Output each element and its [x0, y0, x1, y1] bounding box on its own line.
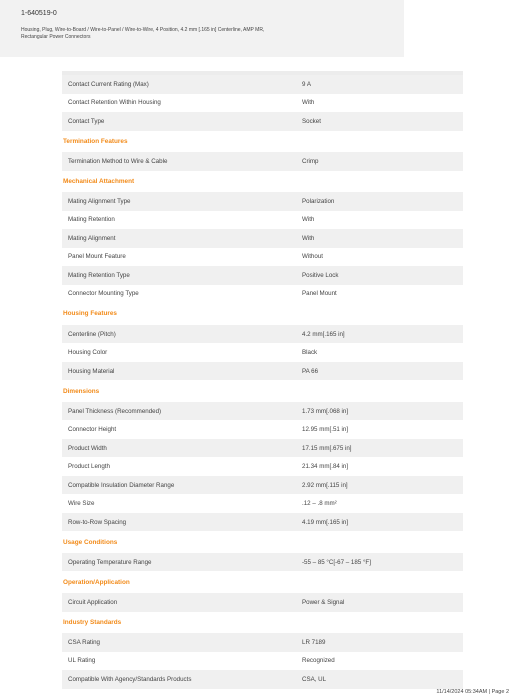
spec-label: Contact Retention Within Housing	[68, 99, 161, 107]
spec-value: 4.2 mm[.165 in]	[302, 330, 345, 338]
spec-label: Product Length	[68, 463, 110, 471]
part-description: Housing, Plug, Wire-to-Board / Wire-to-Panel / Wire-to-Wire, 4 Position, 4.2 mm [.165 in] Centerline, AMP MR, Rectangular Power Connectors	[21, 27, 265, 40]
spec-value: 21.34 mm[.84 in]	[302, 463, 349, 471]
spec-value: Socket	[302, 117, 321, 125]
spec-row	[62, 494, 463, 513]
section-heading: Industry Standards	[63, 618, 122, 626]
spec-label: Connector Height	[68, 426, 117, 434]
spec-value: PA 66	[302, 367, 319, 375]
spec-row	[62, 285, 463, 304]
spec-label: Mating Alignment Type	[68, 197, 131, 205]
spec-value: 9 A	[302, 80, 311, 88]
spec-value: 1.73 mm[.068 in]	[302, 407, 349, 415]
spec-value: Black	[302, 349, 318, 357]
spec-label: Centerline (Pitch)	[68, 330, 116, 338]
spec-label: Circuit Application	[68, 598, 118, 606]
spec-value: 2.92 mm[.115 in]	[302, 481, 348, 489]
spec-value: With	[302, 216, 315, 224]
spec-row	[62, 229, 463, 248]
spec-row	[62, 152, 463, 171]
spec-value: Positive Lock	[302, 271, 339, 279]
spec-row	[62, 457, 463, 476]
spec-row	[62, 420, 463, 439]
spec-value: Crimp	[302, 157, 319, 165]
spec-label: Operating Temperature Range	[68, 558, 152, 566]
spec-value: 17.15 mm[.675 in]	[302, 444, 352, 452]
section-heading: Usage Conditions	[63, 538, 118, 546]
spec-row	[62, 593, 463, 612]
spec-label: Compatible Insulation Diameter Range	[68, 481, 175, 489]
spec-row	[62, 633, 463, 652]
spec-row	[62, 192, 463, 211]
spec-label: Contact Type	[68, 117, 105, 125]
spec-label: Housing Material	[68, 367, 115, 375]
spec-label: Mating Alignment	[68, 234, 116, 242]
spec-value: Power & Signal	[302, 598, 345, 606]
spec-row	[62, 266, 463, 285]
page-footer: 11/14/2024 05:34AM | Page 2	[436, 689, 509, 695]
document-header	[0, 0, 404, 57]
spec-label: Contact Current Rating (Max)	[68, 80, 149, 88]
spec-label: Mating Retention Type	[68, 271, 130, 279]
spec-value: CSA, UL	[302, 675, 327, 683]
spec-value: With	[302, 234, 315, 242]
spec-value: LR 7189	[302, 638, 326, 646]
spec-value: .12 – .8 mm²	[302, 500, 337, 508]
spec-row	[62, 343, 463, 362]
spec-label: UL Rating	[68, 657, 96, 665]
spec-label: Panel Thickness (Recommended)	[68, 407, 162, 415]
spec-value: With	[302, 99, 315, 107]
spec-row	[62, 439, 463, 458]
spec-row	[62, 211, 463, 230]
spec-row	[62, 248, 463, 267]
section-heading: Mechanical Attachment	[63, 177, 135, 185]
spec-value: 12.95 mm[.51 in]	[302, 426, 349, 434]
spec-label: Product Width	[68, 444, 107, 452]
spec-row	[62, 513, 463, 532]
spec-value: Panel Mount	[302, 290, 337, 298]
part-number: 1-640519-0	[21, 10, 57, 17]
spec-label: Mating Retention	[68, 216, 115, 224]
spec-label: Connector Mounting Type	[68, 290, 139, 298]
spec-row	[62, 652, 463, 671]
spec-row	[62, 112, 463, 131]
spec-label: CSA Rating	[68, 638, 100, 646]
spec-row	[62, 325, 463, 344]
spec-label: Housing Color	[68, 349, 108, 357]
section-heading: Housing Features	[63, 310, 117, 318]
spec-value: Without	[302, 253, 323, 261]
spec-row	[62, 476, 463, 495]
spec-label: Termination Method to Wire & Cable	[68, 157, 168, 165]
section-heading: Termination Features	[63, 137, 128, 145]
section-heading: Dimensions	[63, 387, 100, 395]
spec-row	[62, 94, 463, 113]
spec-value: Recognized	[302, 657, 335, 665]
spec-label: Panel Mount Feature	[68, 253, 126, 261]
spec-value: -55 – 85 °C[-67 – 185 °F]	[302, 558, 371, 566]
spec-label: Wire Size	[68, 500, 95, 508]
spec-row	[62, 402, 463, 421]
spec-value: 4.19 mm[.165 in]	[302, 518, 349, 526]
specifications-table	[62, 75, 463, 689]
section-heading: Operation/Application	[63, 578, 130, 586]
spec-row	[62, 362, 463, 381]
spec-label: Compatible With Agency/Standards Products	[68, 675, 192, 683]
spec-row	[62, 670, 463, 689]
spec-label: Row-to-Row Spacing	[68, 518, 127, 526]
spec-row	[62, 553, 463, 572]
spec-row	[62, 75, 463, 94]
spec-value: Polarization	[302, 197, 335, 205]
